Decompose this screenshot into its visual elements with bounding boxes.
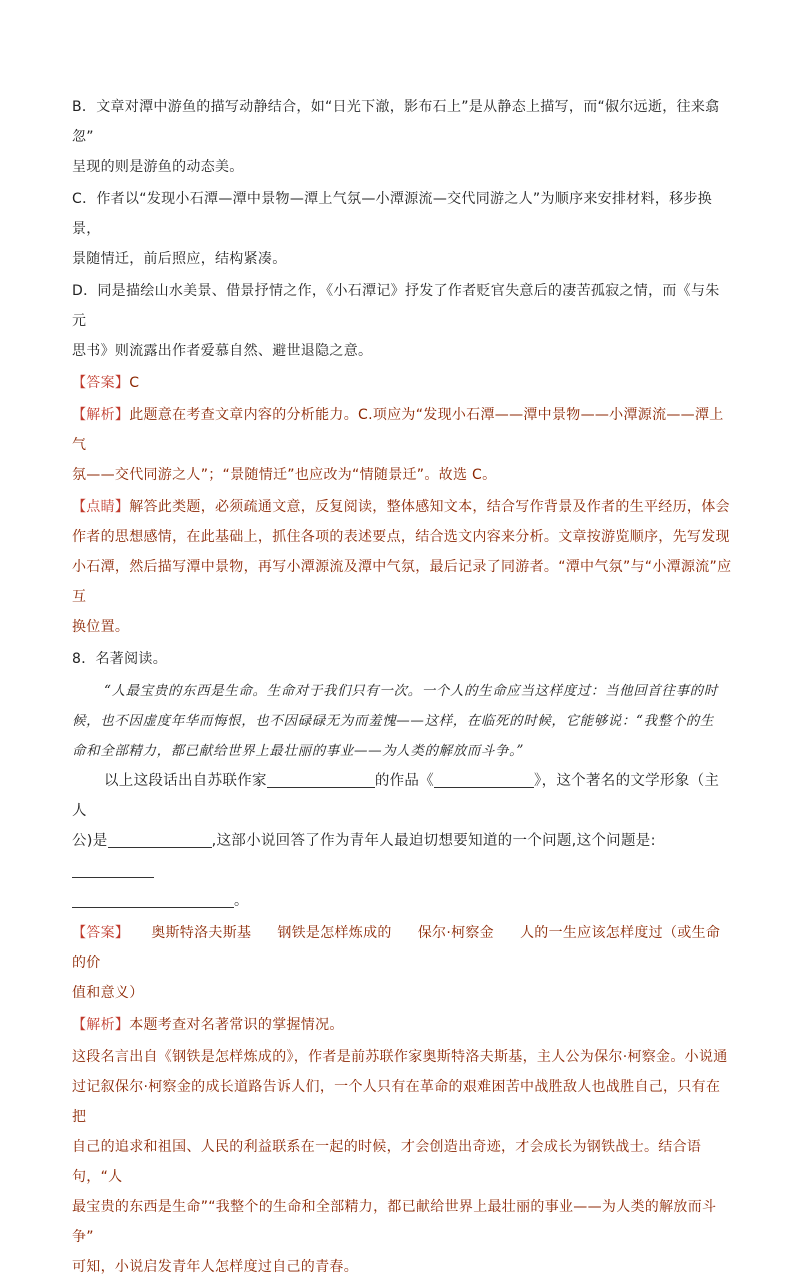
q8-heading: 8．名著阅读。 xyxy=(72,651,168,667)
q8-fill-line1 xyxy=(72,766,732,826)
hero-blank[interactable] xyxy=(108,829,212,848)
q7-analysis-line1 xyxy=(72,400,732,460)
q8-detail-line3: 自己的追求和祖国、人民的利益联系在一起的时候，才会创造出奇迹，才会成长为钢铁战士。结合语句，“人 xyxy=(72,1139,702,1185)
q8-fill-line2 xyxy=(72,826,732,886)
q7-tip-line2: 作者的思想感情，在此基础上，抓住各项的表述要点，结合选文内容来分析。文章按游览顺序，先写发现 xyxy=(72,529,730,545)
tip-text: 解答此类题，必须疏通文意，反复阅读，整体感知文本，结合写作背景及作者的生平经历，体会 xyxy=(129,499,730,515)
q8-quote-line2: 候，也不因虚度年华而悔恨，也不因碌碌无为而羞愧——这样，在临死的时候，它能够说：“我整个的生 xyxy=(72,713,714,729)
fill-text-e: ,这部小说回答了作为青年人最迫切想要知道的一个问题,这个问题是: xyxy=(211,833,656,849)
q8-answer-line1 xyxy=(72,918,732,978)
fill-text-c: 》，这个著名的文学形象（主人 xyxy=(72,773,720,819)
analysis-text: 此题意在考查文章内容的分析能力。C.项应为“发现小石潭——潭中景物——小潭源流——潭上气 xyxy=(72,407,724,453)
fill-text-a: 以上这段话出自苏联作家 xyxy=(104,773,267,789)
work-blank[interactable] xyxy=(434,769,534,788)
fill-text-d: 公)是 xyxy=(72,833,108,849)
tip-label: 【点睛】 xyxy=(72,499,130,515)
author-blank[interactable] xyxy=(267,769,375,788)
answer-value: C xyxy=(129,375,140,391)
analysis-label: 【解析】 xyxy=(72,1017,130,1033)
option-c-line2: 景随情迁，前后照应，结构紧凑。 xyxy=(72,251,287,267)
q8-detail-line5: 可知，小说启发青年人怎样度过自己的青春。 xyxy=(72,1259,358,1275)
analysis-label: 【解析】 xyxy=(72,407,130,423)
option-d-line2: 思书》则流露出作者爱慕自然、避世退隐之意。 xyxy=(72,343,373,359)
q8-detail-line4: 最宝贵的东西是生命”“我整个的生命和全部精力，都已献给世界上最壮丽的事业——为人类的解放而斗争” xyxy=(72,1199,717,1245)
q7-tip-line1 xyxy=(72,492,732,522)
q8-detail-line2: 过记叙保尔·柯察金的成长道路告诉人们，一个人只有在革命的艰难困苦中战胜敌人也战胜自己，只有在把 xyxy=(72,1079,721,1125)
q7-tip-line3: 小石潭，然后描写潭中景物，再写小潭源流及潭中气氛，最后记录了同游者。“潭中气氛”与“小潭源流”应互 xyxy=(72,559,732,605)
option-c-line1: C．作者以“发现小石潭—潭中景物—潭上气氛—小潭源流—交代同游之人”为顺序来安排材料，移步换景， xyxy=(72,191,713,237)
answer-work: 钢铁是怎样炼成的 xyxy=(277,925,392,941)
q8-fill-line3 xyxy=(72,886,732,916)
q8-detail-line1: 这段名言出自《钢铁是怎样炼成的》，作者是前苏联作家奥斯特洛夫斯基，主人公为保尔·柯察金。小说通 xyxy=(72,1049,728,1065)
fill-text-b: 的作品《 xyxy=(374,773,435,789)
fill-end: 。 xyxy=(234,893,249,909)
q8-quote-line3: 命和全部精力，都已献给世界上最壮丽的事业——为人类的解放而斗争。” xyxy=(72,743,524,759)
option-b-line2: 呈现的则是游鱼的动态美。 xyxy=(72,159,244,175)
answer-label: 【答案】 xyxy=(72,925,130,941)
option-b-line1: B．文章对潭中游鱼的描写动静结合，如“日光下澈，影布石上”是从静态上描写，而“俶尔远逝，往来翕忽” xyxy=(72,99,720,145)
q8-quote-line1: “人最宝贵的东西是生命。生命对于我们只有一次。一个人的生命应当这样度过：当他回首往事的时 xyxy=(104,683,718,699)
option-d-line1: D．同是描绘山水美景、借景抒情之作，《小石潭记》抒发了作者贬官失意后的凄苦孤寂之情，而《与朱元 xyxy=(72,283,720,329)
answer-hero: 保尔·柯察金 xyxy=(417,925,494,941)
question-blank-cont[interactable] xyxy=(72,889,234,908)
q7-tip-line4: 换位置。 xyxy=(72,619,130,635)
answer-author: 奥斯特洛夫斯基 xyxy=(151,925,252,941)
answer-question: 人的一生应该怎样度过（或生命的价 xyxy=(72,925,721,971)
document-page xyxy=(72,92,732,1282)
analysis-text: 本题考查对名著常识的掌握情况。 xyxy=(129,1017,344,1033)
q8-answer-line2: 值和意义） xyxy=(72,985,144,1001)
q8-analysis-line1 xyxy=(72,1010,732,1040)
question-blank[interactable] xyxy=(72,859,154,878)
q7-analysis-line2: 氛——交代同游之人”；“景随情迁”也应改为“情随景迁”。故选 C。 xyxy=(72,467,497,483)
q7-answer xyxy=(72,368,732,398)
answer-label: 【答案】 xyxy=(72,375,130,391)
